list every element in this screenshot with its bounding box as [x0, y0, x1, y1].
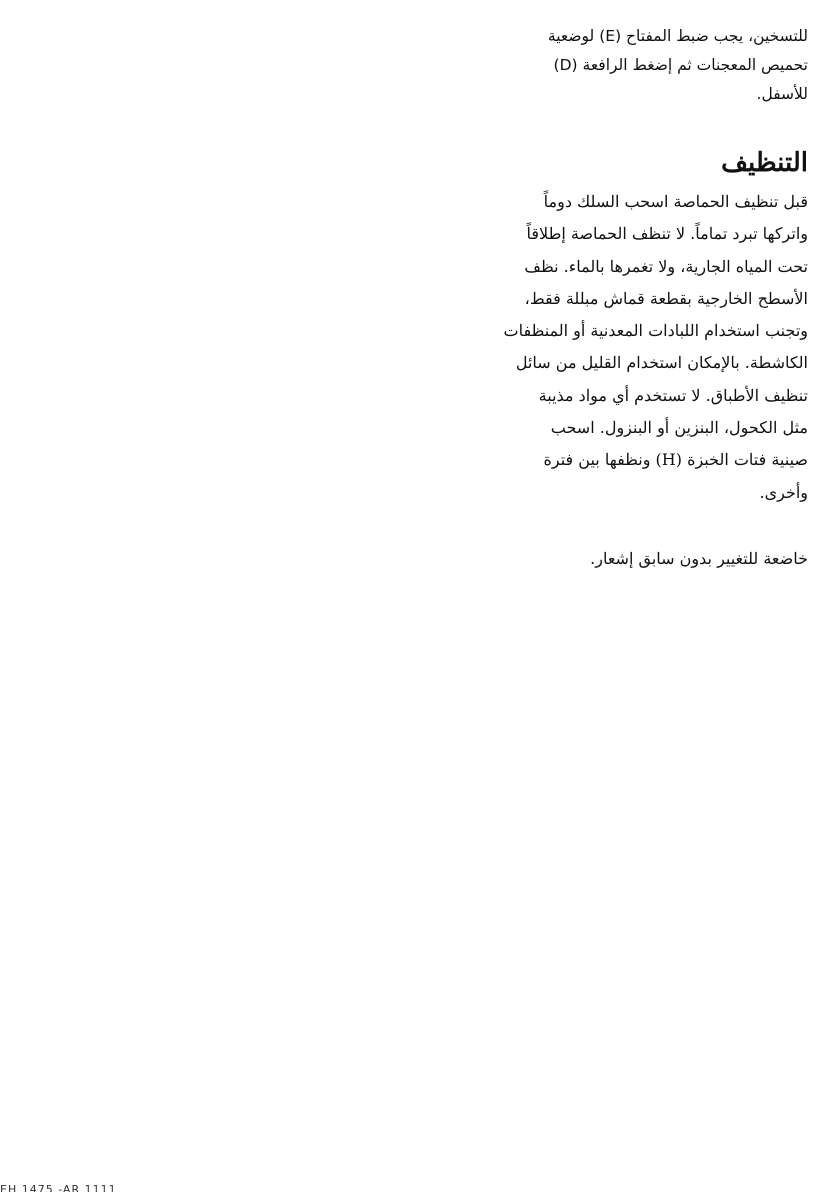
intro-line: للتسخين، يجب ضبط المفتاح (E) لوضعية [547, 27, 808, 45]
cleaning-line: تنظيف الأطباق. لا تستخدم أي مواد مذيبة [538, 385, 808, 405]
intro-line: للأسفل. [756, 85, 808, 103]
cleaning-line: تحت المياه الجارية، ولا تغمرها بالماء. نظف [524, 256, 808, 276]
cleaning-line: وتجنب استخدام اللبادات المعدنية أو المنظفات [503, 321, 808, 341]
cleaning-line: وأخرى. [759, 482, 808, 502]
intro-paragraph [488, 22, 808, 109]
cleaning-line: الكاشطة. بالإمكان استخدام القليل من سائل [515, 353, 808, 373]
cleaning-heading: التنظيف [721, 148, 808, 178]
cleaning-line: واتركها تبرد تماماً. لا تنظف الحماصة إطلاقاً [526, 224, 808, 244]
footer-code: EH 1475 -AR 1111 [0, 1184, 117, 1192]
change-notice: خاضعة للتغيير بدون سابق إشعار. [590, 549, 808, 568]
cleaning-paragraph [488, 186, 808, 509]
intro-line: تحميص المعجنات ثم إضغط الرافعة (D) [553, 56, 808, 74]
cleaning-line: مثل الكحول، البنزين أو البنزول. اسحب [550, 418, 808, 438]
cleaning-line: الأسطح الخارجية بقطعة قماش مبللة فقط، [524, 288, 808, 308]
cleaning-line: صينية فتات الخبزة (H) ونظفها بين فترة [543, 450, 808, 470]
cleaning-line: قبل تنظيف الحماصة اسحب السلك دوماً [543, 192, 808, 211]
